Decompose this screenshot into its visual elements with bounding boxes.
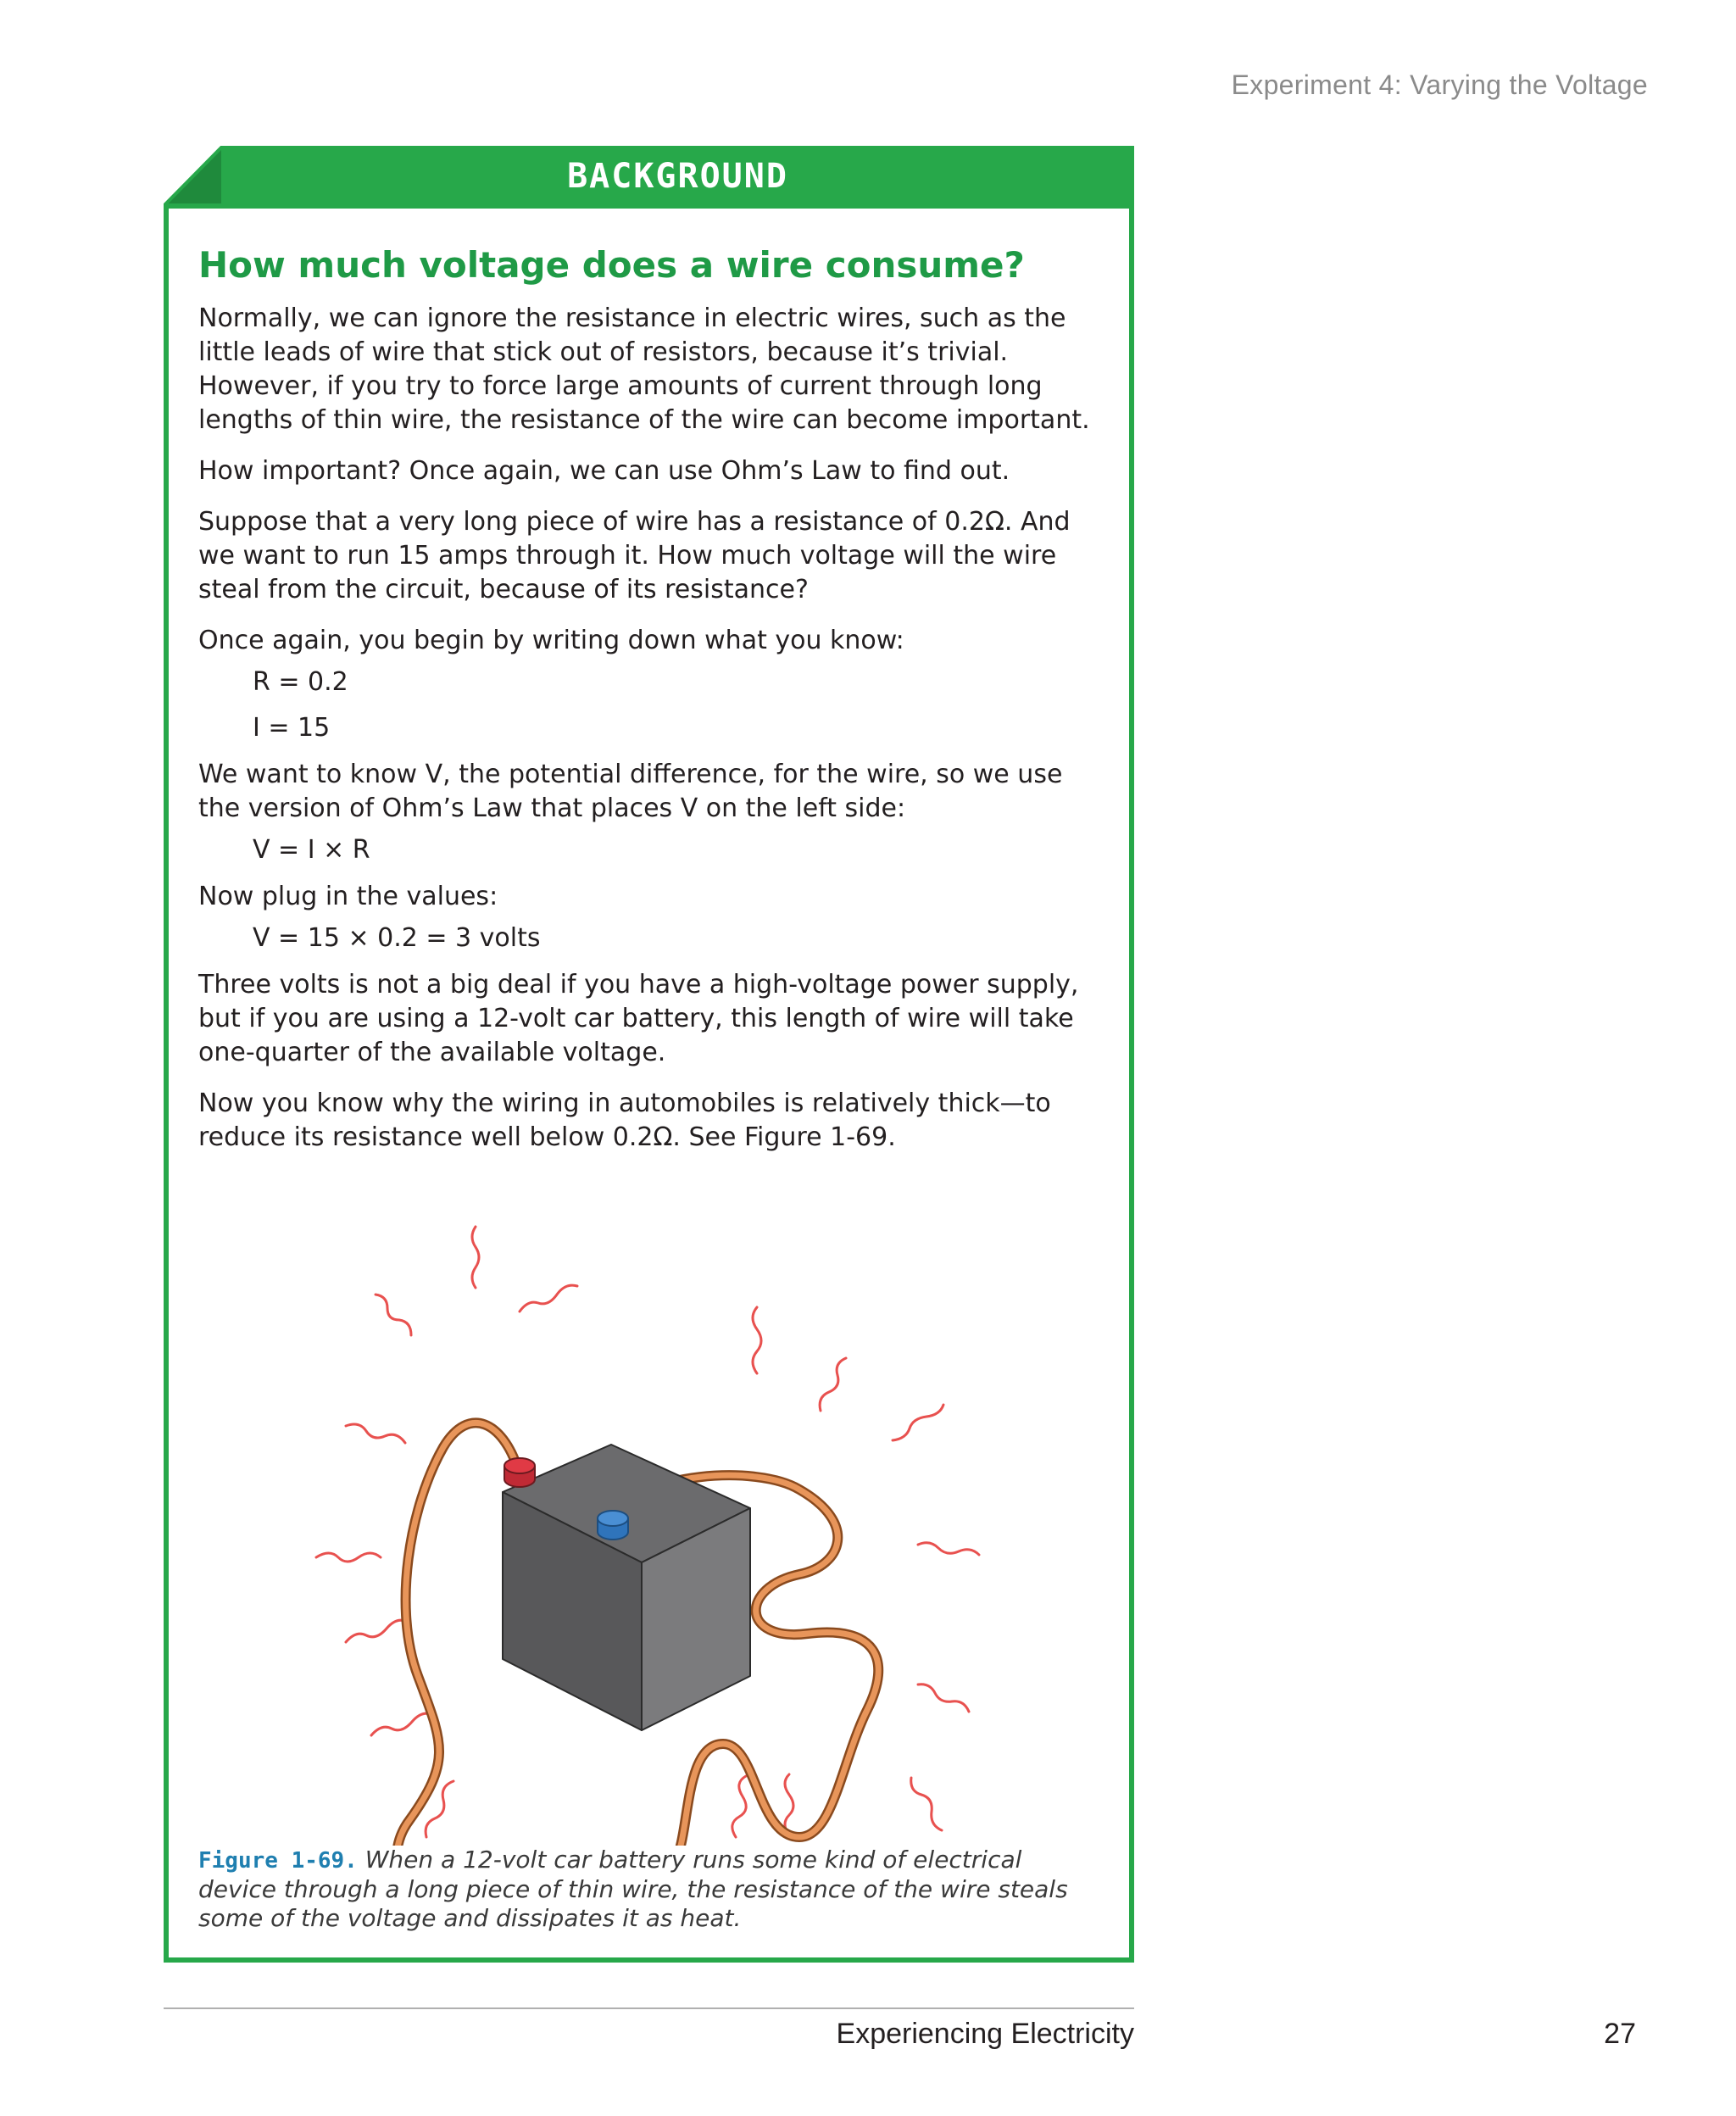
- sidebar-heading: How much voltage does a wire consume?: [198, 244, 1025, 286]
- sidebar-content: [198, 241, 1105, 1172]
- equation-result: V = 15 × 0.2 = 3 volts: [253, 923, 541, 953]
- battery-wire-illustration: [282, 1167, 1045, 1846]
- equation-r: R = 0.2: [253, 667, 348, 697]
- background-sidebar: [164, 146, 1134, 1963]
- paragraph: Normally, we can ignore the resistance in electric wires, such as the little leads of wire that stick out of resistors, because it’s trivial. However, if you try to force large amounts of current through long lengths of thin wire, the resistance of the wire can become important.: [198, 303, 1090, 435]
- sidebar-label: BACKGROUND: [221, 146, 1134, 206]
- figure-caption: [198, 1846, 1097, 1933]
- equation-formula: V = I × R: [253, 835, 370, 865]
- equation-i: I = 15: [253, 713, 331, 743]
- paragraph: Now you know why the wiring in automobiles is relatively thick—to reduce its resistance well below 0.2Ω. See Figure 1-69.: [198, 1089, 1051, 1152]
- figure-1-69: [282, 1167, 1045, 1846]
- battery-icon: [503, 1445, 750, 1730]
- figure-number: Figure 1-69.: [198, 1848, 358, 1874]
- paragraph: Suppose that a very long piece of wire has a resistance of 0.2Ω. And we want to run 15 amps through it. How much voltage will the wire steal from the circuit, because of its resistance?: [198, 507, 1071, 604]
- footer-book-title: Experiencing Electricity: [836, 2018, 1134, 2050]
- positive-terminal-icon: [504, 1458, 535, 1487]
- negative-terminal-icon: [598, 1511, 628, 1540]
- page-number: 27: [1604, 2018, 1636, 2050]
- paragraph: We want to know V, the potential difference, for the wire, so we use the version of Ohm’s Law that places V on the left side:: [198, 760, 1063, 823]
- folded-corner-icon: [164, 146, 223, 206]
- caption-text: When a 12-volt car battery runs some kind of electrical device through a long piece of thin wire, the resistance of the wire steals some of the voltage and dissipates it as heat.: [198, 1846, 1068, 1932]
- paragraph: Once again, you begin by writing down what you know:: [198, 626, 904, 655]
- paragraph: How important? Once again, we can use Ohm’s Law to find out.: [198, 456, 1010, 486]
- footer-divider: [164, 2007, 1134, 2009]
- paragraph: Now plug in the values:: [198, 882, 498, 911]
- running-head: Experiment 4: Varying the Voltage: [1231, 70, 1648, 100]
- paragraph: Three volts is not a big deal if you have a high-voltage power supply, but if you are using a 12-volt car battery, this length of wire will take one-quarter of the available voltage.: [198, 970, 1079, 1067]
